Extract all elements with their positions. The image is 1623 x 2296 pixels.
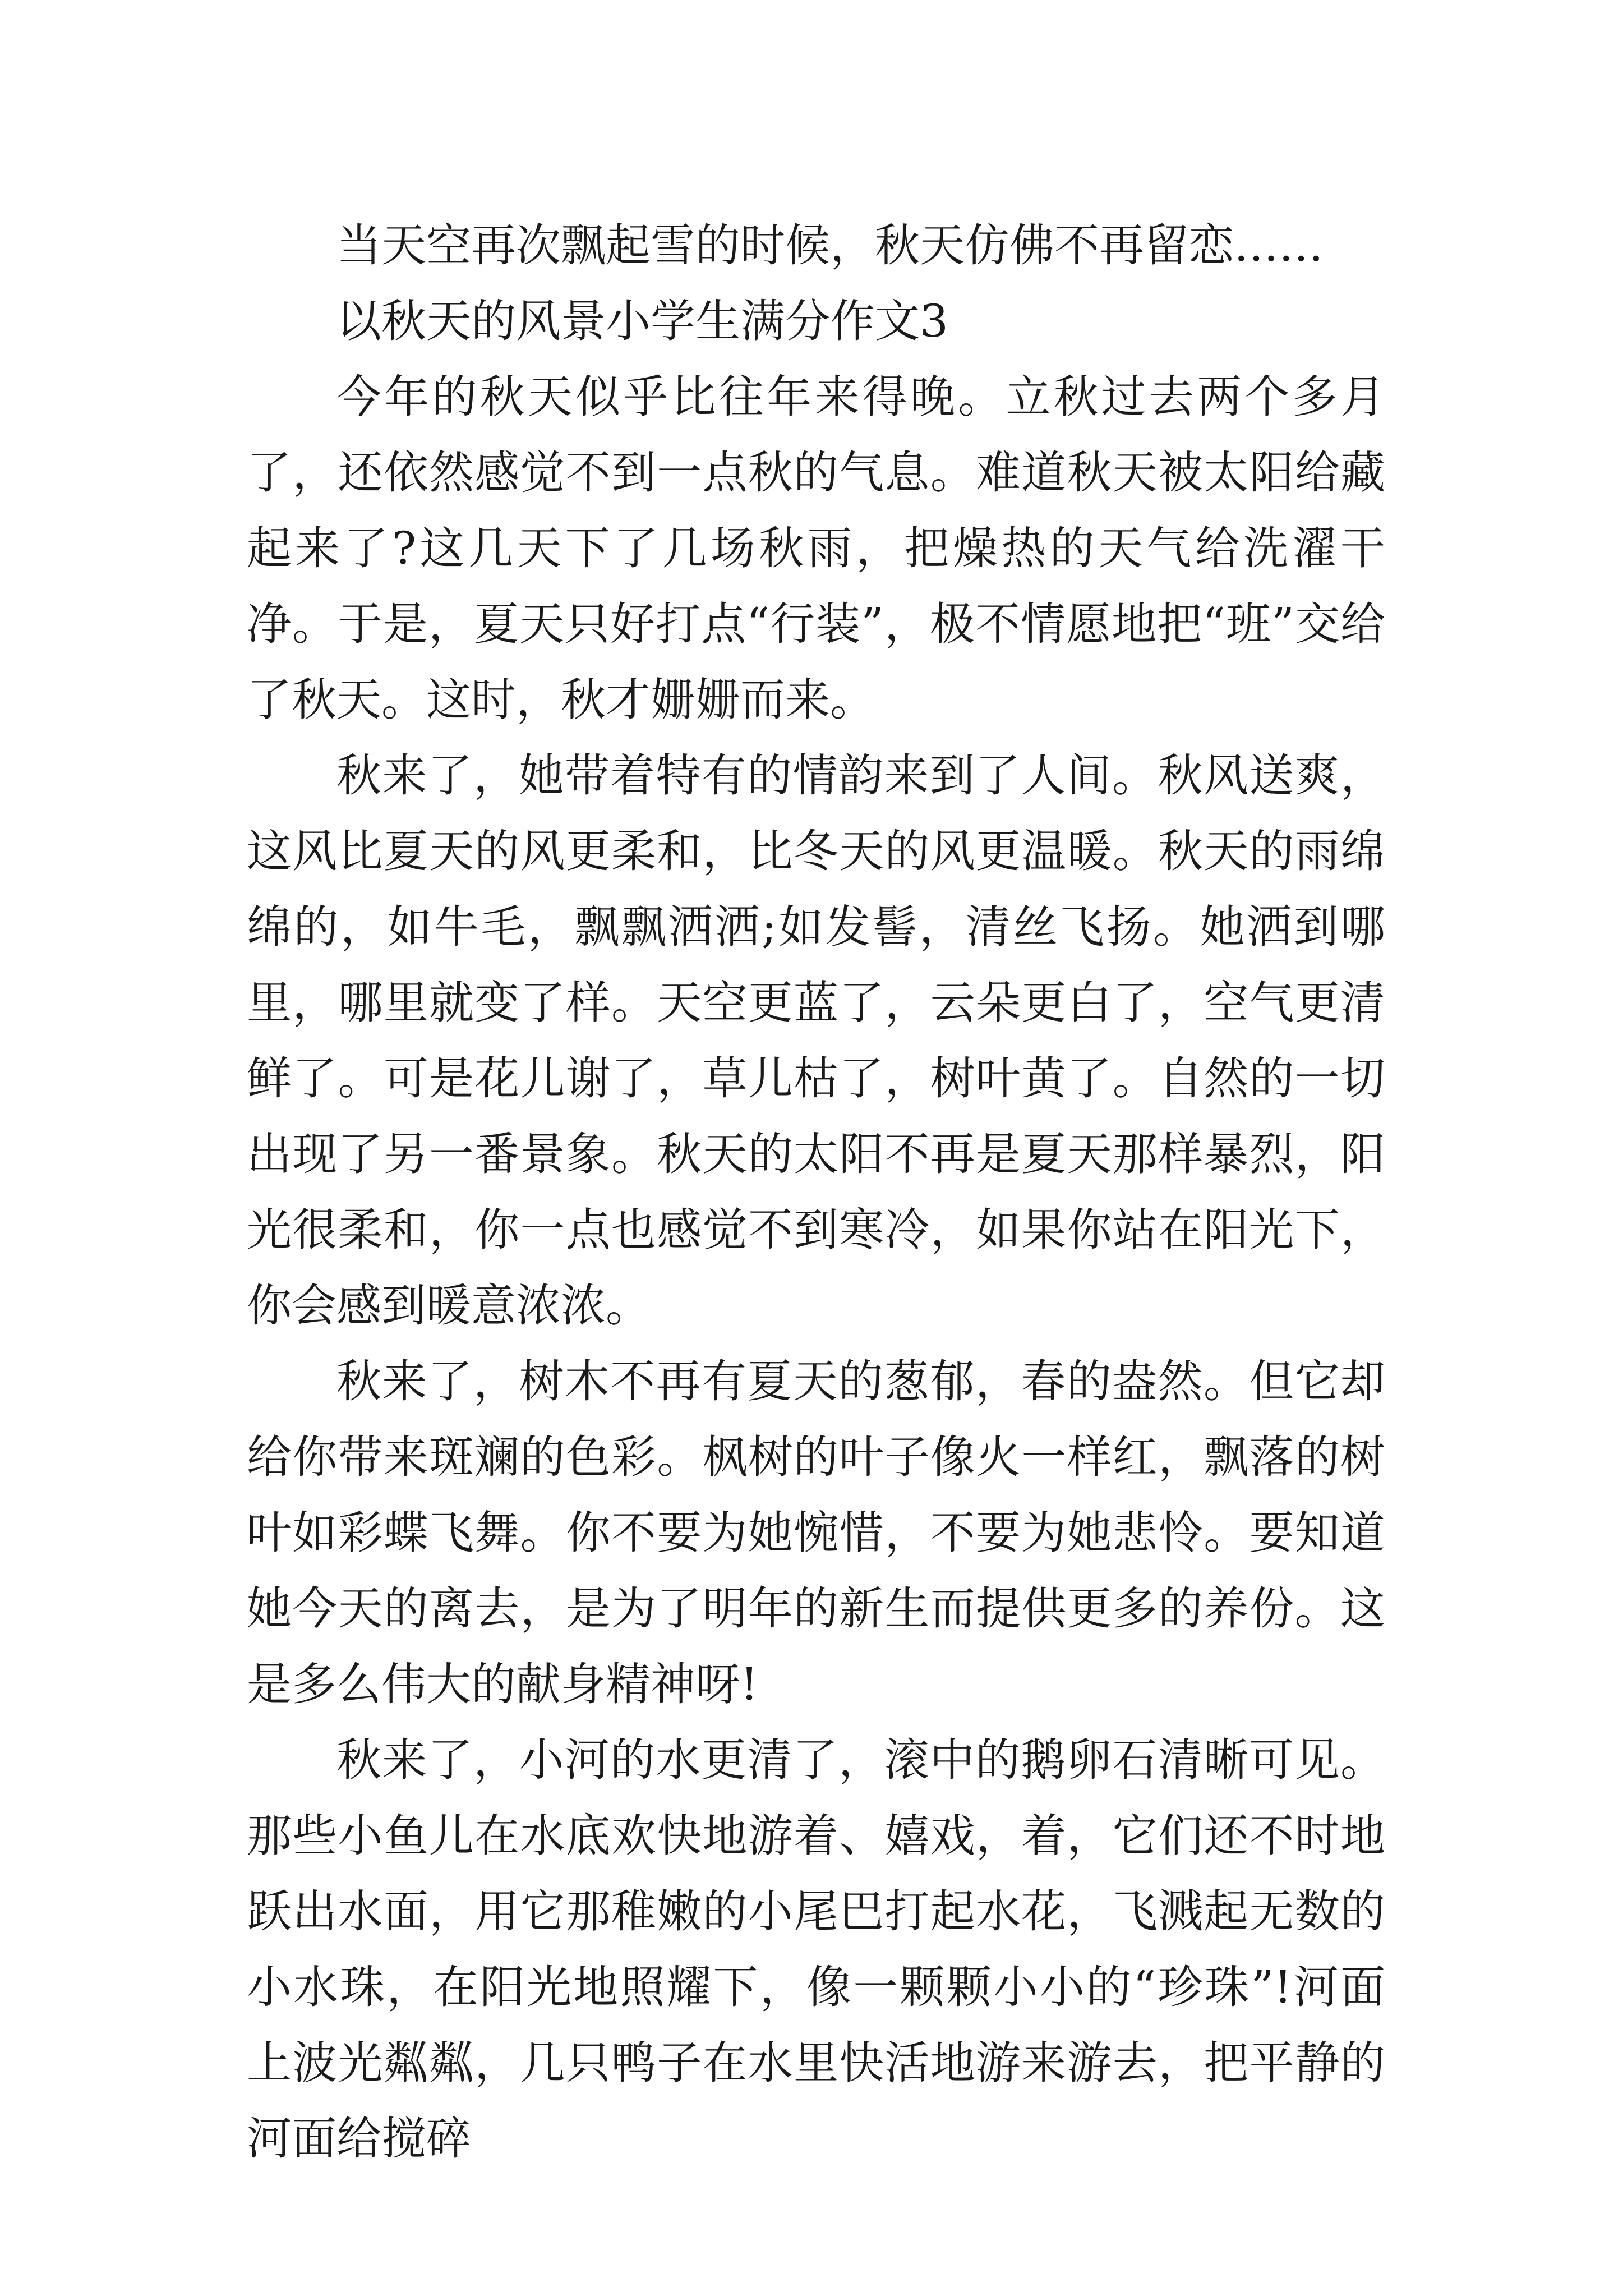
paragraph-autumn-arrives: 今年的秋天似乎比往年来得晚。立秋过去两个多月了，还依然感觉不到一点秋的气息。难道秋天被太阳给藏起来了?这几天下了几场秋雨，把燥热的天气给洗濯干净。于是，夏天只好打点“行装”，极不情愿地把“班”交给了秋天。这时，秋才姗姗而来。 bbox=[247, 371, 1385, 726]
paragraph-closing-line: 当天空再次飘起雪的时候，秋天仿佛不再留恋…… bbox=[336, 219, 1324, 272]
essay-heading: 以秋天的风景小学生满分作文3 bbox=[336, 295, 948, 347]
paragraph-autumn-river: 秋来了，小河的水更清了，滚中的鹅卵石清晰可见。那些小鱼儿在水底欢快地游着、嬉戏，着，它们还不时地跃出水面，用它那稚嫩的小尾巴打起水花，飞溅起无数的小水珠，在阳光地照耀下，像一颗颗小小的“珍珠”!河面上波光粼粼，几只鸭子在水里快活地游来游去，把平静的河面给搅碎 bbox=[247, 1734, 1385, 2165]
paragraph-autumn-trees: 秋来了，树木不再有夏天的葱郁，春的盎然。但它却给你带来斑斓的色彩。枫树的叶子像火一样红，飘落的树叶如彩蝶飞舞。你不要为她惋惜，不要为她悲怜。要知道她今天的离去，是为了明年的新生而提供更多的养份。这是多么伟大的献身精神呀! bbox=[247, 1355, 1385, 1710]
document-body bbox=[247, 208, 1385, 2177]
paragraph-autumn-wind-rain: 秋来了，她带着特有的情韵来到了人间。秋风送爽，这风比夏天的风更柔和，比冬天的风更温暖。秋天的雨绵绵的，如牛毛，飘飘洒洒;如发髻，清丝飞扬。她洒到哪里，哪里就变了样。天空更蓝了，云朵更白了，空气更清鲜了。可是花儿谢了，草儿枯了，树叶黄了。自然的一切出现了另一番景象。秋天的太阳不再是夏天那样暴烈，阳光很柔和，你一点也感觉不到寒冷，如果你站在阳光下，你会感到暖意浓浓。 bbox=[247, 749, 1385, 1332]
